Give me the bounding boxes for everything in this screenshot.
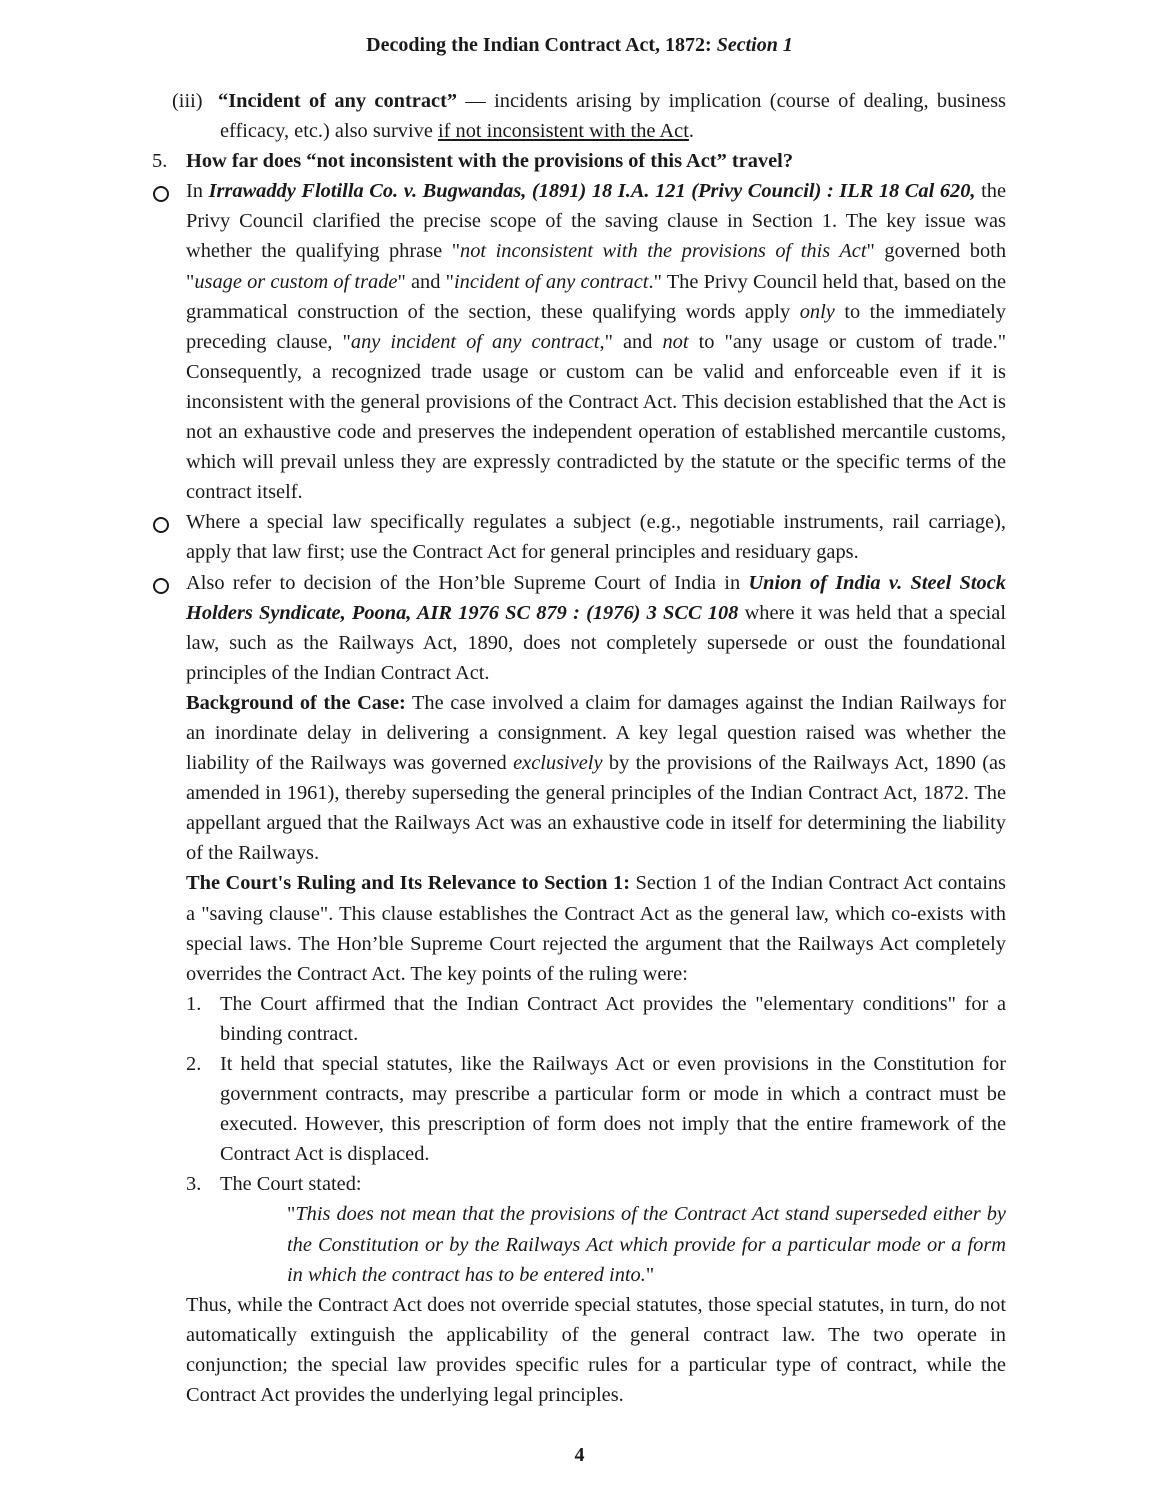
point-marker: 3. — [186, 1173, 202, 1196]
bullet-circle-icon — [153, 186, 169, 202]
point-text: The Court affirmed that the Indian Contract Act provides the "elementary conditions" for a binding contract. — [220, 992, 1006, 1045]
case-citation-irrawaddy: Irrawaddy Flotilla Co. v. Bugwandas, (1891) 18 I.A. 121 (Privy Council) : ILR 18 Cal 620, — [208, 180, 976, 203]
ruling-text: The Court's Ruling and Its Relevance to Section 1: Section 1 of the Indian Contract Act contains a "saving clause". This clause establishes the Contract Act as the general law, which co-exists with special laws. The Hon’ble Supreme Court rejected the argument that the Railways Act completely overrides the Contract Act. The key points of the ruling were: — [186, 872, 1006, 985]
court-quote-text: "This does not mean that the provisions of the Contract Act stand superseded either by the Constitution or by the Railways Act which provide for a particular mode or a form in which the contract has to be entered into." — [287, 1203, 1006, 1286]
conclusion-text: Thus, while the Contract Act does not override special statutes, those special statutes, in turn, do not automatically extinguish the applicability of the general contract law. The two operate in conjunction; the special law provides specific rules for a particular type of contract, while the Contract Act provides the underlying legal principles. — [186, 1293, 1006, 1407]
bullet-circle-icon — [153, 578, 169, 594]
bullet-steel-stock-text: Also refer to decision of the Hon’ble Supreme Court of India in Union of India v. Steel Stock Holders Syndicate, Poona, AIR 1976 SC 879 : (1976) 3 SCC 108 where it was held that a special law, such as the Railways Act, 1890, does not completely supersede or oust the foundational principles of the Indian Contract Act. — [186, 571, 1006, 684]
point-marker: 1. — [186, 992, 202, 1015]
bullet-circle-icon — [153, 517, 169, 533]
page-body — [0, 86, 1159, 1410]
background-paragraph — [0, 688, 1159, 869]
bullet-special-law-text: Where a special law specifically regulates a subject (e.g., negotiable instruments, rail carriage), apply that law first; use the Contract Act for general principles and residuary gaps. — [186, 511, 1006, 564]
ruling-point-1 — [0, 989, 1159, 1049]
item-5-marker: 5. — [152, 150, 168, 173]
page-number: 4 — [574, 1444, 585, 1466]
ruling-point-3 — [0, 1169, 1159, 1199]
running-header — [0, 34, 1159, 57]
bullet-special-law — [0, 507, 1159, 567]
point-text: The Court stated: — [220, 1173, 362, 1196]
bullet-steel-stock — [0, 568, 1159, 688]
court-quote — [0, 1199, 1159, 1289]
point-marker: 2. — [186, 1053, 202, 1075]
case-citation-steel-stock: Union of India v. Steel Stock Holders Syndicate, Poona, AIR 1976 SC 879 : (1976) 3 SCC 108 — [186, 571, 1006, 624]
item-iii-underline: if not inconsistent with the Act — [437, 120, 689, 143]
item-iii-marker: (iii) — [172, 90, 203, 112]
background-text: Background of the Case: The case involved a claim for damages against the Indian Railways for an inordinate delay in delivering a consignment. A key legal question raised was whether the liability of the Railways was governed exclusively by the provisions of the Railways Act, 1890 (as amended in 1961), thereby superseding the general principles of the Indian Contract Act, 1872. The appellant argued that the Railways Act was an exhaustive code in itself for determining the liability of the Railways. — [186, 691, 1007, 865]
item-5 — [0, 146, 1159, 176]
item-iii — [0, 86, 1159, 146]
header-title: Decoding the Indian Contract Act, 1872: — [366, 34, 717, 56]
bullet-irrawaddy-text: In Irrawaddy Flotilla Co. v. Bugwandas, (1891) 18 I.A. 121 (Privy Council) : ILR 18 Cal 620, the Privy Council clarified the precise scope of the saving clause in Section 1. The key issue was whether the qualifying phrase "not inconsistent with the provisions of this Act" governed both "usage or custom of trade" and "incident of any contract." The Privy Council held that, based on the grammatical construction of the section, these qualifying words apply only to the immediately preceding clause, "any incident of any contract," and not to "any usage or custom of trade." Consequently, a recognized trade usage or custom can be valid and enforceable even if it is inconsistent with the general provisions of the Contract Act. This decision established that the Act is not an exhaustive code and preserves the independent operation of established mercantile customs, which will prevail unless they are expressly contradicted by the statute or the specific terms of the contract itself. — [186, 180, 1007, 504]
bullet-irrawaddy — [0, 176, 1159, 507]
header-section: Section 1 — [716, 34, 793, 56]
ruling-paragraph — [0, 868, 1159, 988]
item-iii-term: “Incident of any contract” — [218, 90, 458, 112]
ruling-label: The Court's Ruling and Its Relevance to Section 1: — [186, 872, 631, 895]
item-iii-text: “Incident of any contract” — incidents arising by implication (course of dealing, business efficacy, etc.) also survive if not inconsistent with the Act. — [218, 90, 1006, 143]
background-label: Background of the Case: — [186, 691, 406, 714]
item-5-question: How far does “not inconsistent with the provisions of this Act” travel? — [186, 150, 794, 173]
point-text: It held that special statutes, like the Railways Act or even provisions in the Constitution for government contracts, may prescribe a particular form or mode in which a contract must be executed. However, this prescription of form does not imply that the entire framework of the Contract Act is displaced. — [220, 1053, 1006, 1166]
conclusion-paragraph — [0, 1290, 1159, 1410]
ruling-point-2 — [0, 1049, 1159, 1169]
